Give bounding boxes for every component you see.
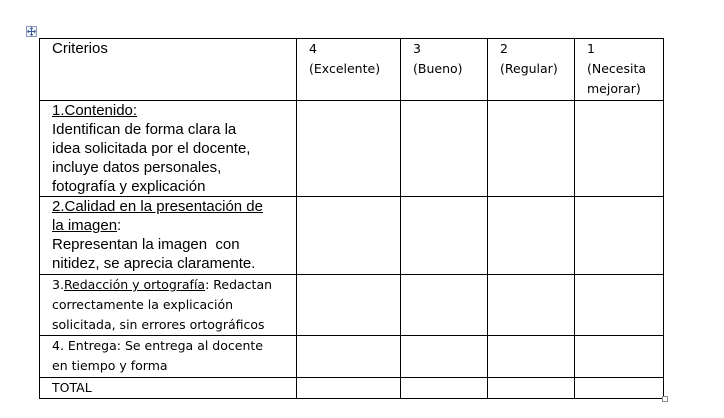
header-criteria-cell[interactable] xyxy=(40,39,297,101)
criteria-prefix: 3. xyxy=(52,277,64,292)
criteria-cell-contenido[interactable] xyxy=(40,101,297,197)
level-2-label: (Regular) xyxy=(500,61,558,76)
table-header-row xyxy=(40,39,664,101)
level-4-score: 4 xyxy=(309,41,317,56)
criteria-cell-calidad[interactable] xyxy=(40,197,297,275)
table-row xyxy=(40,101,664,197)
table-row xyxy=(40,197,664,275)
score-cell[interactable] xyxy=(297,101,401,197)
criteria-cell-redaccion[interactable] xyxy=(40,275,297,336)
level-2-score: 2 xyxy=(500,41,508,56)
criteria-text-line: solicitada, sin errores ortográficos xyxy=(52,317,265,332)
criteria-text-line: correctamente la explicación xyxy=(52,297,234,312)
criteria-title-cont: la imagen xyxy=(52,217,118,234)
score-cell[interactable] xyxy=(488,336,575,378)
score-cell[interactable] xyxy=(488,101,575,197)
criteria-text-line: en tiempo y forma xyxy=(52,358,168,373)
score-cell[interactable] xyxy=(575,101,664,197)
score-cell[interactable] xyxy=(401,275,488,336)
criteria-title-colon: : xyxy=(117,217,122,234)
criteria-text-line: fotografía y explicación xyxy=(52,178,206,195)
table-move-icon[interactable] xyxy=(26,26,37,37)
score-cell[interactable] xyxy=(297,275,401,336)
header-level-1-cell[interactable] xyxy=(575,39,664,101)
score-cell[interactable] xyxy=(488,275,575,336)
level-4-label: (Excelente) xyxy=(309,61,381,76)
table-row-total xyxy=(40,378,664,399)
total-label-cell[interactable] xyxy=(40,378,297,399)
score-cell[interactable] xyxy=(401,197,488,275)
score-cell[interactable] xyxy=(297,336,401,378)
level-3-score: 3 xyxy=(413,41,421,56)
score-cell[interactable] xyxy=(401,336,488,378)
level-1-score: 1 xyxy=(587,41,595,56)
score-cell[interactable] xyxy=(575,336,664,378)
score-cell[interactable] xyxy=(401,101,488,197)
header-criteria-label: Criterios xyxy=(52,40,108,57)
criteria-text-line: nitidez, se aprecia claramente. xyxy=(52,255,256,272)
score-cell[interactable] xyxy=(488,197,575,275)
criteria-text-line: : Redactan xyxy=(205,277,273,292)
level-1-label: (Necesita xyxy=(587,61,647,76)
criteria-text-line: 4. Entrega: Se entrega al docente xyxy=(52,338,263,353)
score-cell[interactable] xyxy=(297,197,401,275)
level-3-label: (Bueno) xyxy=(413,61,463,76)
score-cell[interactable] xyxy=(575,378,664,399)
score-cell[interactable] xyxy=(401,378,488,399)
level-1-label-cont: mejorar) xyxy=(587,81,641,96)
criteria-title: 1.Contenido: xyxy=(52,102,138,119)
table-resize-handle[interactable] xyxy=(662,396,668,402)
total-label: TOTAL xyxy=(52,380,92,395)
criteria-text-line: incluye datos personales, xyxy=(52,159,222,176)
rubric-table xyxy=(39,38,664,399)
header-level-4-cell[interactable] xyxy=(297,39,401,101)
header-level-2-cell[interactable] xyxy=(488,39,575,101)
header-level-3-cell[interactable] xyxy=(401,39,488,101)
table-row xyxy=(40,275,664,336)
criteria-title: Redacción y ortografía xyxy=(63,277,206,292)
score-cell[interactable] xyxy=(488,378,575,399)
table-row xyxy=(40,336,664,378)
criteria-text-line: Identifican de forma clara la xyxy=(52,121,237,138)
score-cell[interactable] xyxy=(575,275,664,336)
score-cell[interactable] xyxy=(575,197,664,275)
score-cell[interactable] xyxy=(297,378,401,399)
criteria-text-line: Representan la imagen con xyxy=(52,236,240,253)
criteria-cell-entrega[interactable] xyxy=(40,336,297,378)
criteria-title: 2.Calidad en la presentación de xyxy=(52,198,263,215)
criteria-text-line: idea solicitada por el docente, xyxy=(52,140,251,157)
